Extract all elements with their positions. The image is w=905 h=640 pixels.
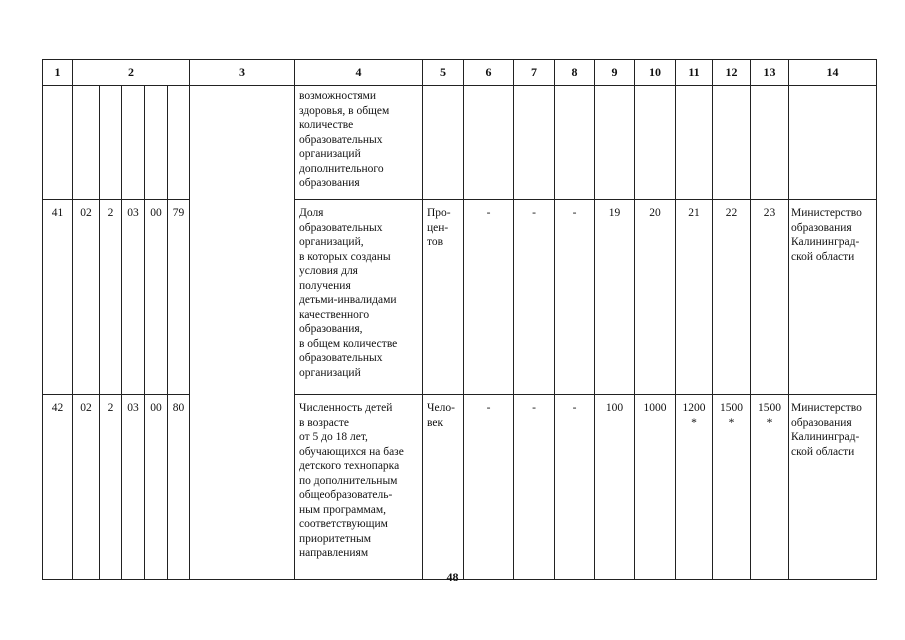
table-row [43, 86, 877, 200]
header-cell: 1 [43, 60, 73, 86]
empty-cell [100, 86, 122, 200]
table-row [43, 395, 877, 580]
value-cell: 100 [595, 395, 635, 580]
header-row [43, 60, 877, 86]
page-number: 48 [446, 570, 459, 584]
header-cell: 8 [555, 60, 595, 86]
code-cell: 79 [168, 200, 190, 395]
header-cell: 5 [423, 60, 464, 86]
empty-cell [555, 86, 595, 200]
code-cell: 03 [122, 200, 145, 395]
empty-cell [145, 86, 168, 200]
header-cell: 11 [676, 60, 713, 86]
code-cell: 00 [145, 395, 168, 580]
empty-cell [635, 86, 676, 200]
value-cell: - [514, 395, 555, 580]
empty-cell [789, 86, 877, 200]
header-cell: 9 [595, 60, 635, 86]
indicators-table [42, 59, 877, 580]
empty-cell [423, 86, 464, 200]
empty-cell [43, 86, 73, 200]
code-cell: 80 [168, 395, 190, 580]
header-cell: 10 [635, 60, 676, 86]
value-cell: - [555, 200, 595, 395]
value-cell: 1200 * [676, 395, 713, 580]
header-cell: 3 [190, 60, 295, 86]
value-cell: - [555, 395, 595, 580]
empty-cell [595, 86, 635, 200]
code-cell: 02 [73, 200, 100, 395]
header-cell: 4 [295, 60, 423, 86]
code-cell: 03 [122, 395, 145, 580]
header-cell: 2 [73, 60, 190, 86]
value-cell: - [514, 200, 555, 395]
empty-cell [73, 86, 100, 200]
header-cell: 14 [789, 60, 877, 86]
value-cell: 1500 * [751, 395, 789, 580]
value-cell: 20 [635, 200, 676, 395]
header-cell: 13 [751, 60, 789, 86]
empty-cell [122, 86, 145, 200]
row-number: 42 [43, 395, 73, 580]
code-cell: 2 [100, 200, 122, 395]
header-cell: 6 [464, 60, 514, 86]
header-cell: 12 [713, 60, 751, 86]
empty-cell [751, 86, 789, 200]
responsible-cell: Министерство образования Калининград- ской области [789, 395, 877, 580]
value-cell: 21 [676, 200, 713, 395]
indicator-cell: Доля образовательных организаций, в которых созданы условия для получения детьми-инвалидами качественного образования, в общем количестве образовательных организаций [295, 200, 423, 395]
empty-cell [713, 86, 751, 200]
empty-cell [514, 86, 555, 200]
empty-cell [168, 86, 190, 200]
header-cell: 7 [514, 60, 555, 86]
value-cell: 23 [751, 200, 789, 395]
code-cell: 00 [145, 200, 168, 395]
indicator-cell: Численность детей в возрасте от 5 до 18 лет, обучающихся на базе детского технопарка по дополнительным общеобразователь- ным программам, соответствующим приоритетным направлениям [295, 395, 423, 580]
value-cell: 1000 [635, 395, 676, 580]
responsible-cell: Министерство образования Калининград- ской области [789, 200, 877, 395]
unit-cell: Про- цен- тов [423, 200, 464, 395]
unit-cell: Чело- век [423, 395, 464, 580]
code-cell: 2 [100, 395, 122, 580]
empty-cell [676, 86, 713, 200]
value-cell: 22 [713, 200, 751, 395]
row-number: 41 [43, 200, 73, 395]
value-cell: 1500 * [713, 395, 751, 580]
empty-cell [464, 86, 514, 200]
indicator-cell: возможностями здоровья, в общем количестве образовательных организаций дополнительного образования [295, 86, 423, 200]
code-cell: 02 [73, 395, 100, 580]
value-cell: - [464, 395, 514, 580]
column-3-cell [190, 86, 295, 580]
value-cell: - [464, 200, 514, 395]
table-row [43, 200, 877, 395]
value-cell: 19 [595, 200, 635, 395]
